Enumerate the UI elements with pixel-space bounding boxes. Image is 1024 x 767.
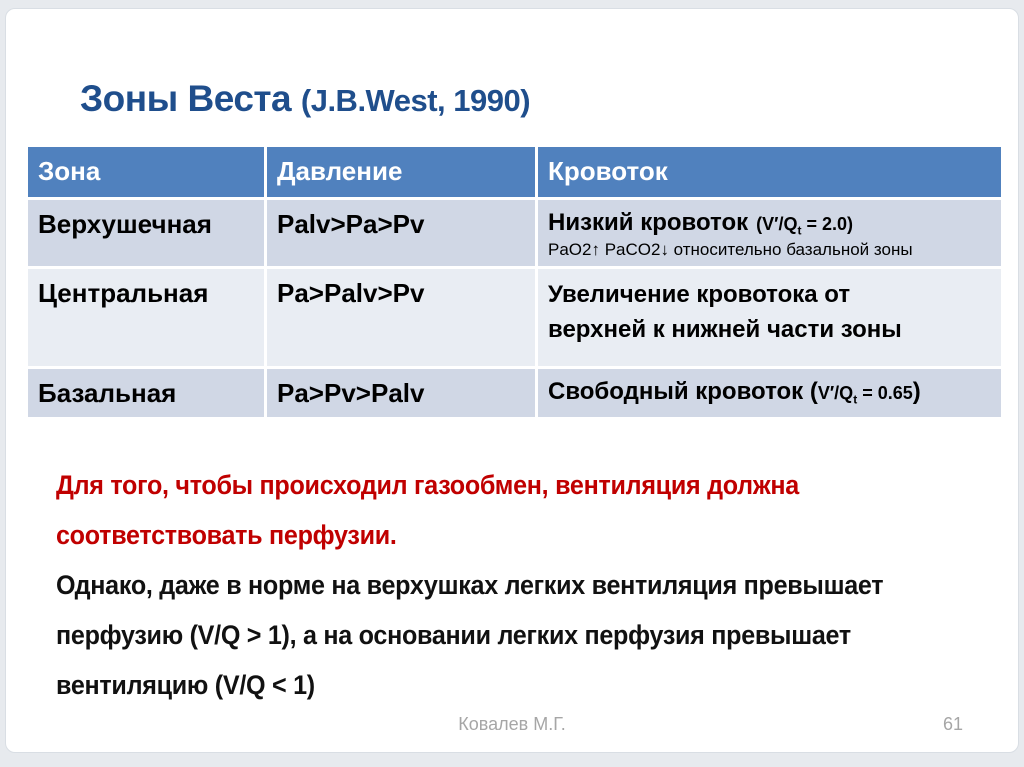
flow-text: Свободный кровоток (	[548, 378, 818, 406]
page-title	[80, 79, 1018, 120]
slide	[5, 8, 1019, 753]
formula-pre: V′/Q	[817, 383, 854, 404]
notes-paragraph	[56, 460, 956, 710]
slide-number: 61	[942, 714, 963, 734]
formula-post: = 2.0)	[801, 213, 854, 234]
flow-text: Низкий кровоток	[548, 208, 749, 236]
flow-formula	[756, 213, 854, 238]
table-header-row	[28, 147, 1001, 197]
column-header-pressure: Давление	[267, 147, 535, 197]
flow-text-line2: верхней к нижней части зоны	[548, 315, 902, 343]
note-line: перфузию (V/Q > 1), а на основании легких перфузия превышает	[56, 620, 851, 651]
column-header-zone: Зона	[28, 147, 264, 197]
table-row-apical	[28, 200, 1001, 266]
zone-cell: Центральная	[28, 269, 264, 366]
formula-post: = 0.65	[857, 383, 913, 404]
note-line: Однако, даже в норме на верхушках легких вентиляция превышает	[56, 570, 884, 601]
flow-text-line1: Увеличение кровотока от	[548, 281, 851, 309]
pressure-cell: Palv>Pa>Pv	[267, 200, 535, 266]
note-line-red: соответствовать перфузии.	[56, 520, 397, 551]
zone-cell: Базальная	[28, 369, 264, 417]
flow-note: PaO2↑ PaCO2↓ относительно базальной зоны	[548, 239, 913, 259]
table-row-basal	[28, 369, 1001, 417]
flow-cell	[538, 269, 1001, 366]
formula-sub: t	[853, 392, 858, 407]
title-subtitle: (J.B.West, 1990)	[300, 83, 531, 118]
note-line-red: Для того, чтобы происходил газообмен, вентиляция должна	[56, 470, 799, 501]
zone-cell: Верхушечная	[28, 200, 264, 266]
title-main: Зоны Веста	[80, 78, 301, 119]
note-line: вентиляцию (V/Q < 1)	[56, 670, 315, 701]
table-row-central	[28, 269, 1001, 366]
flow-close-paren: )	[912, 378, 921, 406]
pressure-cell: Pa>Pv>Palv	[267, 369, 535, 417]
flow-formula	[817, 383, 913, 407]
formula-pre: (V′/Q	[756, 213, 798, 234]
column-header-flow: Кровоток	[538, 147, 1001, 197]
footer-author: Ковалев М.Г.	[458, 714, 566, 734]
slide-footer	[6, 714, 1018, 738]
zones-table	[25, 144, 1004, 420]
pressure-cell: Pa>Palv>Pv	[267, 269, 535, 366]
formula-sub: t	[797, 223, 802, 238]
flow-cell	[538, 369, 1001, 417]
flow-cell	[538, 200, 1001, 266]
